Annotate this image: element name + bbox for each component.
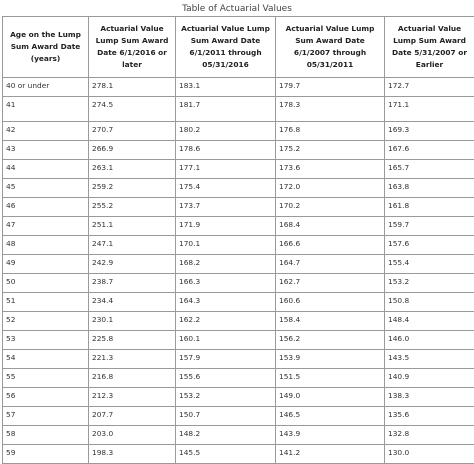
value-2011-2016-cell: 145.5 [176,445,276,464]
value-2016-or-later-cell: 234.4 [89,293,176,312]
column-header-2007-2011: Actuarial Value Lump Sum Award Date 6/1/2007 through 05/31/2011 [276,17,385,78]
table-row [3,369,474,388]
table-row [3,350,474,369]
value-2016-or-later-cell: 251.1 [89,217,176,236]
value-2016-or-later-cell: 230.1 [89,312,176,331]
value-2007-or-earlier-cell: 167.6 [385,141,474,160]
table-row [3,255,474,274]
table-row [3,198,474,217]
table-row [3,388,474,407]
value-2011-2016-cell: 168.2 [176,255,276,274]
column-header-age: Age on the Lump Sum Award Date (years) [3,17,89,78]
value-2016-or-later-cell: 259.2 [89,179,176,198]
value-2007-or-earlier-cell: 146.0 [385,331,474,350]
value-2007-or-earlier-cell: 165.7 [385,160,474,179]
age-cell: 57 [3,407,89,426]
value-2011-2016-cell: 153.2 [176,388,276,407]
value-2007-or-earlier-cell: 155.4 [385,255,474,274]
value-2016-or-later-cell: 278.1 [89,78,176,97]
table-row [3,312,474,331]
value-2007-or-earlier-cell: 153.2 [385,274,474,293]
value-2007-or-earlier-cell: 172.7 [385,78,474,97]
value-2011-2016-cell: 178.6 [176,141,276,160]
age-cell: 44 [3,160,89,179]
value-2007-2011-cell: 164.7 [276,255,385,274]
age-cell: 42 [3,122,89,141]
table-row [3,445,474,464]
value-2007-or-earlier-cell: 148.4 [385,312,474,331]
value-2011-2016-cell: 173.7 [176,198,276,217]
value-2016-or-later-cell: 203.0 [89,426,176,445]
value-2011-2016-cell: 160.1 [176,331,276,350]
actuarial-values-table [2,16,474,464]
table-row [3,78,474,97]
value-2016-or-later-cell: 221.3 [89,350,176,369]
age-cell: 56 [3,388,89,407]
age-cell: 53 [3,331,89,350]
value-2007-2011-cell: 172.0 [276,179,385,198]
value-2007-or-earlier-cell: 140.9 [385,369,474,388]
value-2007-2011-cell: 166.6 [276,236,385,255]
value-2007-2011-cell: 168.4 [276,217,385,236]
value-2007-or-earlier-cell: 163.8 [385,179,474,198]
value-2011-2016-cell: 183.1 [176,78,276,97]
value-2016-or-later-cell: 255.2 [89,198,176,217]
value-2007-or-earlier-cell: 169.3 [385,122,474,141]
value-2011-2016-cell: 177.1 [176,160,276,179]
value-2011-2016-cell: 180.2 [176,122,276,141]
value-2011-2016-cell: 166.3 [176,274,276,293]
value-2011-2016-cell: 181.7 [176,97,276,122]
value-2007-2011-cell: 146.5 [276,407,385,426]
age-cell: 43 [3,141,89,160]
table-caption: Table of Actuarial Values [0,4,474,14]
table-row [3,293,474,312]
table-row [3,141,474,160]
value-2016-or-later-cell: 270.7 [89,122,176,141]
value-2007-2011-cell: 179.7 [276,78,385,97]
value-2007-2011-cell: 151.5 [276,369,385,388]
value-2011-2016-cell: 175.4 [176,179,276,198]
value-2007-or-earlier-cell: 159.7 [385,217,474,236]
age-cell: 54 [3,350,89,369]
value-2016-or-later-cell: 198.3 [89,445,176,464]
column-header-2011-2016: Actuarial Value Lump Sum Award Date 6/1/2011 through 05/31/2016 [176,17,276,78]
value-2016-or-later-cell: 225.8 [89,331,176,350]
value-2016-or-later-cell: 263.1 [89,160,176,179]
value-2011-2016-cell: 155.6 [176,369,276,388]
age-cell: 48 [3,236,89,255]
value-2016-or-later-cell: 242.9 [89,255,176,274]
value-2007-or-earlier-cell: 171.1 [385,97,474,122]
age-cell: 45 [3,179,89,198]
table-row [3,160,474,179]
value-2007-2011-cell: 173.6 [276,160,385,179]
value-2007-2011-cell: 153.9 [276,350,385,369]
age-cell: 50 [3,274,89,293]
value-2011-2016-cell: 164.3 [176,293,276,312]
value-2007-2011-cell: 162.7 [276,274,385,293]
value-2007-2011-cell: 175.2 [276,141,385,160]
table-row [3,331,474,350]
value-2007-or-earlier-cell: 132.8 [385,426,474,445]
age-cell: 47 [3,217,89,236]
value-2007-2011-cell: 170.2 [276,198,385,217]
value-2007-2011-cell: 178.3 [276,97,385,122]
value-2011-2016-cell: 171.9 [176,217,276,236]
value-2007-or-earlier-cell: 138.3 [385,388,474,407]
value-2016-or-later-cell: 274.5 [89,97,176,122]
table-row [3,179,474,198]
value-2007-2011-cell: 143.9 [276,426,385,445]
value-2007-or-earlier-cell: 143.5 [385,350,474,369]
value-2007-2011-cell: 176.8 [276,122,385,141]
value-2016-or-later-cell: 207.7 [89,407,176,426]
value-2016-or-later-cell: 238.7 [89,274,176,293]
table-row [3,236,474,255]
table-row [3,122,474,141]
value-2007-2011-cell: 149.0 [276,388,385,407]
value-2007-or-earlier-cell: 135.6 [385,407,474,426]
value-2016-or-later-cell: 247.1 [89,236,176,255]
value-2007-2011-cell: 160.6 [276,293,385,312]
age-cell: 52 [3,312,89,331]
value-2007-or-earlier-cell: 150.8 [385,293,474,312]
value-2007-or-earlier-cell: 161.8 [385,198,474,217]
table-row [3,97,474,122]
value-2011-2016-cell: 162.2 [176,312,276,331]
column-header-2007-or-earlier: Actuarial Value Lump Sum Award Date 5/31/2007 or Earlier [385,17,474,78]
age-cell: 59 [3,445,89,464]
age-cell: 49 [3,255,89,274]
value-2011-2016-cell: 150.7 [176,407,276,426]
value-2007-2011-cell: 156.2 [276,331,385,350]
value-2007-2011-cell: 158.4 [276,312,385,331]
value-2016-or-later-cell: 216.8 [89,369,176,388]
value-2011-2016-cell: 170.1 [176,236,276,255]
age-cell: 58 [3,426,89,445]
value-2016-or-later-cell: 212.3 [89,388,176,407]
table-row [3,407,474,426]
value-2016-or-later-cell: 266.9 [89,141,176,160]
age-cell: 51 [3,293,89,312]
age-cell: 46 [3,198,89,217]
value-2007-or-earlier-cell: 157.6 [385,236,474,255]
header-row [3,17,474,78]
table-row [3,217,474,236]
age-cell: 55 [3,369,89,388]
age-cell: 41 [3,97,89,122]
value-2007-or-earlier-cell: 130.0 [385,445,474,464]
value-2007-2011-cell: 141.2 [276,445,385,464]
table-row [3,426,474,445]
table-row [3,274,474,293]
column-header-2016-or-later: Actuarial Value Lump Sum Award Date 6/1/2016 or later [89,17,176,78]
age-cell: 40 or under [3,78,89,97]
value-2011-2016-cell: 148.2 [176,426,276,445]
value-2011-2016-cell: 157.9 [176,350,276,369]
